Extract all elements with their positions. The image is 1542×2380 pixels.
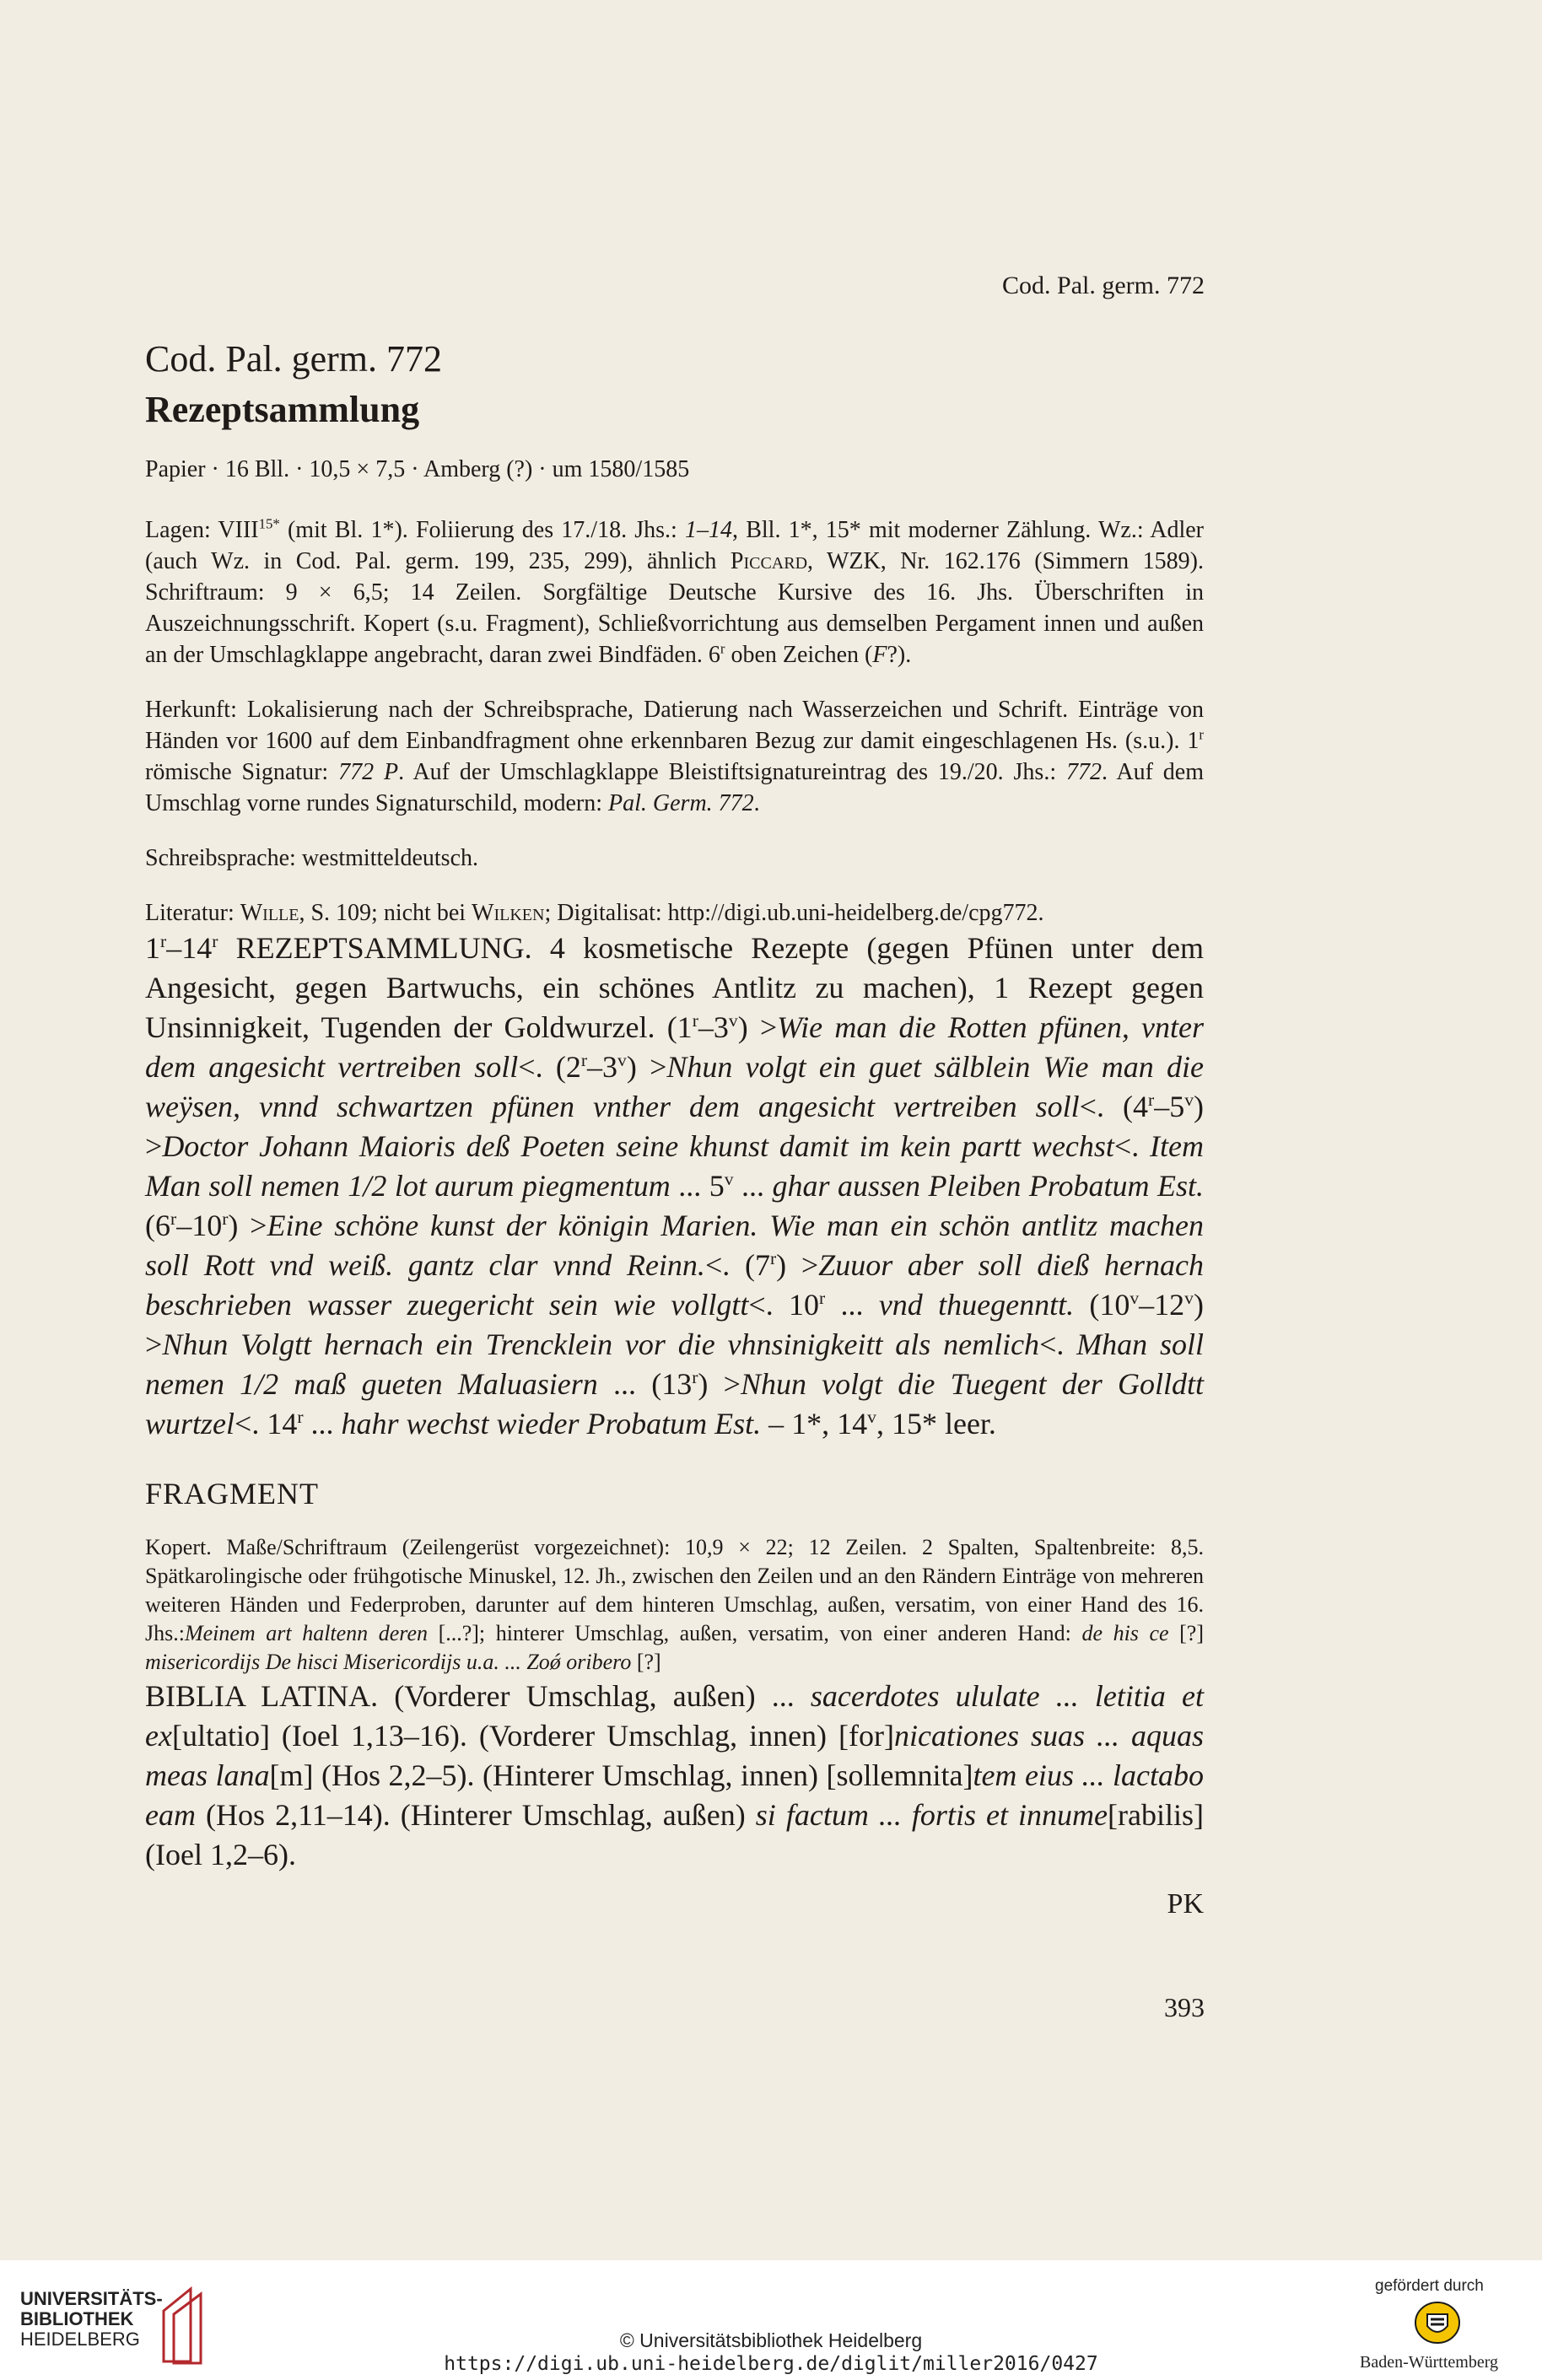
running-header: Cod. Pal. germ. 772 xyxy=(1002,272,1205,299)
rezeptsammlung-description: 1$^r$–14$^r$ REZEPTSAMMLUNG. 4 kosmetische Rezepte (gegen Pfünen unter dem Angesicht, gegen Bartwuchs, ein schönes Antlitz zu machen), 1 Rezept gegen Unsinnigkeit, Tugenden der Goldwurzel. $(1^r-3^v) >Wie$ man die Rotten pfünen, vnter dem angesicht vertreiben soll<. $(2^r-3^v)$ >Nhun volgt ein guet sälblein Wie man die weÿsen, vnnd schwartzen pfünen vnther dem angesicht vertreiben soll<. $(4^r-5^v)$ >Doctor Johann Maioris deß Poeten seine khunst damit im kein partt wechst<. Item Man soll nemen 1/2 lot aurum piegmentum ... 5$^v$ ... ghar aussen Pleiben Probatum Est. $(6^r-10^r)$ >Eine schöne kunst der königin Marien. Wie man ein schön antlitz machen soll Rott vnd weiß. gantz clar vnnd Reinn.<. $(7^r)$ >Zuuor aber soll dieß hernach beschrieben wasser zuegericht sein wie vollgtt<. 10$^r$ ... vnd thuegenntt. $(10^v-12^v)$ >Nhun Volgtt hernach ein Trencklein vor die vhnsinigkeitt als nemlich<. Mhan soll nemen 1/2 maß gueten Maluasiern ... $(13^r)$ >Nhun volgt die Tuegent der Golldtt wurtzel<. 14$^r$ ... hahr wechst wieder Probatum Est. – 1*, 14$^v$, 15* leer. xyxy=(145,931,1205,1440)
codex-signature: Cod. Pal. germ. 772 xyxy=(145,338,442,380)
funded-by-label: gefördert durch xyxy=(1375,2277,1484,2295)
state-crest-icon[interactable] xyxy=(1414,2301,1461,2345)
herkunft-paragraph: Herkunft: Lokalisierung nach der Schreibsprache, Datierung nach Wasserzeichen und Schrift. Einträge von Händen vor 1600 auf dem Einbandfragment ohne erkennbaren Bezug zur damit eingeschlagenen Hs. (s.u.). 1$^r$ römische Signatur: 772 P. Auf der Umschlagklappe Bleistiftsignatureintrag des 19./20. Jhs.: 772. Auf dem Umschlag vorne rundes Signaturschild, modern: Pal. Germ. 772. xyxy=(145,697,1204,816)
library-name[interactable]: UNIVERSITÄTS- BIBLIOTHEK HEIDELBERG xyxy=(20,2288,163,2350)
lagen-paragraph: Lagen: $VIII^{15*}$ (mit Bl. 1*). Foliierung des 17./18. Jhs.: 1–14, Bll. 1*, 15* mit moderner Zählung. Wz.: Adler (auch Wz. in Cod. Pal. germ. 199, 235, 299), ähnlich Piccard, WZK, Nr. 162.176 (Simmern 1589). Schriftraum: 9 × 6,5; 14 Zeilen. Sorgfältige Deutsche Kursive des 16. Jhs. Überschriften in Auszeichnungsschrift. Kopert (s.u. Fragment), Schließvorrichtung aus demselben Pergament innen und außen an der Umschlagklappe angebracht, daran zwei Bindfäden. 6$^r$ oben Zeichen (F?). xyxy=(145,515,1204,668)
schreibsprache-paragraph: Schreibsprache: westmitteldeutsch. xyxy=(145,845,478,871)
entry-title: Rezeptsammlung xyxy=(145,389,420,430)
catalog-entry xyxy=(145,337,1204,1920)
copyright-notice: © Universitätsbibliothek Heidelberg xyxy=(619,2329,923,2351)
biblia-paragraph: BIBLIA LATINA. (Vorderer Umschlag, außen) ... sacerdotes ululate ... letitia et ex[ultatio] (Ioel 1,13–16). (Vorderer Umschlag, innen) [for]nicationes suas ... aquas meas lana[m] (Hos 2,2–5). (Hinterer Umschlag, innen) [sollemnita]tem eius ... lactabo eam (Hos 2,11–14). (Hinterer Umschlag, außen) si factum ... fortis et innume[rabilis] (Ioel 1,2–6). xyxy=(145,1679,1204,1871)
fragment-paragraph: Kopert. Maße/Schriftraum (Zeilengerüst vorgezeichnet): 10,9 × 22; 12 Zeilen. 2 Spalten, Spaltenbreite: 8,5. Spätkarolingische oder frühgotische Minuskel, 12. Jh., zwischen den Zeilen und an den Rändern Einträge von mehreren weiteren Händen und Federproben, darunter auf dem hinteren Umschlag, außen, versatim, von einer Hand des 16. Jhs.:Meinem art haltenn deren [...?]; hinterer Umschlag, außen, versatim, von einer anderen Hand: de his ce [?] misericordijs De hisci Misericordijs u.a. ... Zoǿ oribero [?] xyxy=(145,1535,1205,1674)
permalink-url[interactable]: https://digi.ub.uni-heidelberg.de/diglit/miller2016/0427 xyxy=(444,2353,1098,2375)
author-initials: PK xyxy=(1167,1888,1204,1920)
page-number: 393 xyxy=(1164,1992,1205,2022)
meta-line: Papier · 16 Bll. · 10,5 × 7,5 · Amberg (?) · um 1580/1585 xyxy=(145,456,690,482)
funder-name: Baden-Württemberg xyxy=(1360,2353,1499,2372)
fragment-heading: FRAGMENT xyxy=(145,1477,320,1510)
literatur-paragraph: Literatur: Wille, S. 109; nicht bei Wilken; Digitalisat: http://digi.ub.uni-heidelberg.de/cpg772. xyxy=(145,900,1044,926)
